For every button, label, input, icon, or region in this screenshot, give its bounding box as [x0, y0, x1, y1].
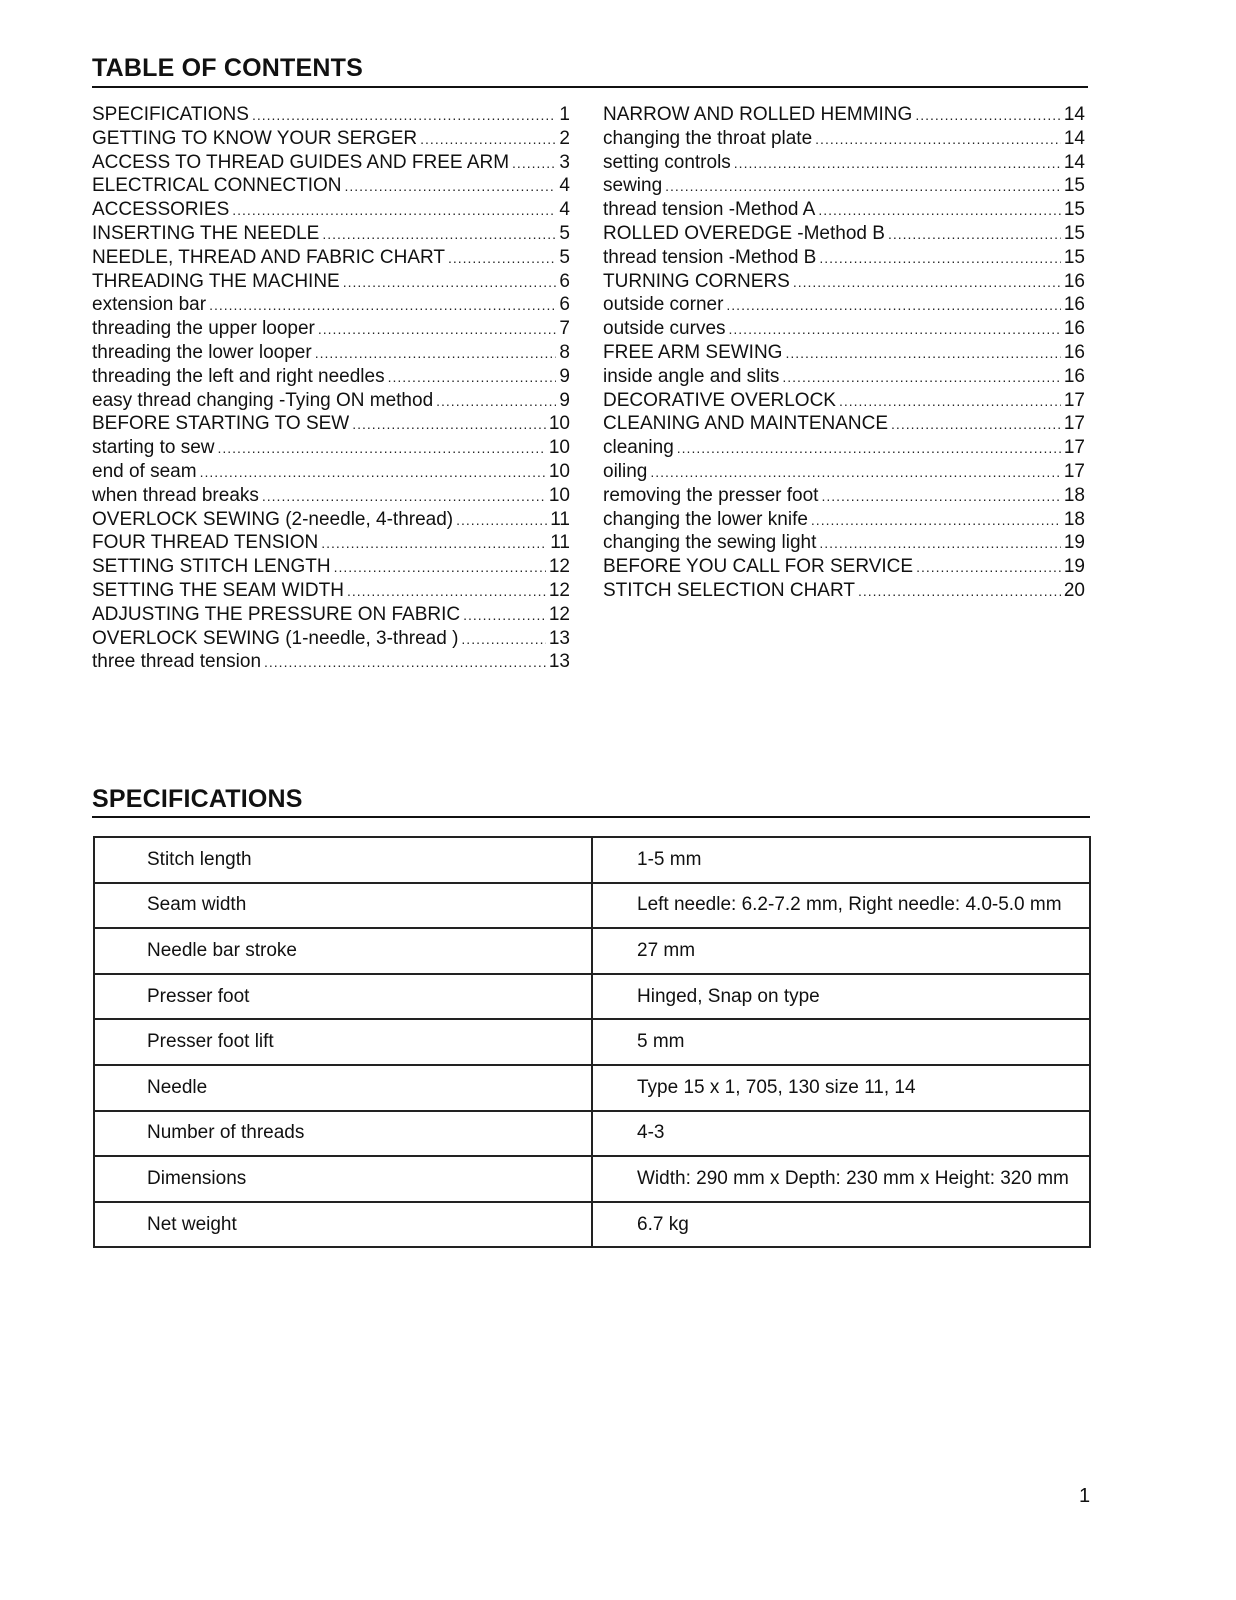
toc-dot-leader	[888, 222, 1061, 247]
toc-dot-leader	[811, 508, 1061, 533]
toc-entry-title: ADJUSTING THE PRESSURE ON FABRIC	[92, 603, 461, 625]
toc-entry-page: 12	[548, 556, 570, 578]
toc-entry-title: threading the upper looper	[92, 318, 315, 340]
toc-entry	[92, 627, 570, 651]
toc-entry-page: 10	[548, 484, 570, 506]
toc-entry-page: 17	[1063, 437, 1085, 459]
toc-entry-page: 15	[1063, 246, 1085, 268]
toc-dot-leader	[815, 127, 1061, 152]
toc-entry-title: BEFORE STARTING TO SEW	[92, 413, 350, 435]
toc-entry-page: 15	[1063, 199, 1085, 221]
toc-entry-title: INSERTING THE NEEDLE	[92, 222, 320, 244]
toc-dot-leader	[915, 103, 1061, 128]
toc-dot-leader	[726, 293, 1060, 318]
toc-dot-leader	[463, 603, 546, 628]
toc-entry	[92, 531, 570, 555]
toc-dot-leader	[264, 650, 546, 675]
toc-left-column	[92, 103, 570, 674]
toc-entry-title: DECORATIVE OVERLOCK	[603, 389, 836, 411]
toc-entry-page: 12	[548, 579, 570, 601]
toc-entry-page: 16	[1063, 294, 1085, 316]
toc-entry	[603, 127, 1085, 151]
spec-value: Left needle: 6.2-7.2 mm, Right needle: 4.0-5.0 mm	[592, 883, 1090, 929]
toc-entry-page: 16	[1063, 318, 1085, 340]
spec-label: Needle	[94, 1065, 592, 1111]
toc-entry	[603, 103, 1085, 127]
spec-value: 1-5 mm	[592, 837, 1090, 883]
spec-row	[94, 1202, 1090, 1248]
toc-entry-title: OVERLOCK SEWING (2-needle, 4-thread)	[92, 508, 454, 530]
toc-entry-page: 11	[550, 532, 570, 554]
toc-entry-page: 16	[1063, 365, 1085, 387]
toc-entry	[92, 151, 570, 175]
toc-entry-page: 4	[559, 199, 570, 221]
toc-entry	[603, 436, 1085, 460]
toc-entry-page: 18	[1063, 484, 1085, 506]
toc-entry-title: threading the left and right needles	[92, 365, 385, 387]
toc-entry-page: 4	[559, 175, 570, 197]
toc-entry-title: three thread tension	[92, 651, 262, 673]
toc-entry-title: FOUR THREAD TENSION	[92, 532, 319, 554]
toc-entry	[92, 460, 570, 484]
specifications-heading: SPECIFICATIONS	[92, 785, 303, 813]
toc-entry-title: STITCH SELECTION CHART	[603, 579, 855, 601]
toc-dot-leader	[200, 460, 546, 485]
toc-entry	[92, 174, 570, 198]
toc-dot-leader	[793, 270, 1061, 295]
toc-entry	[92, 389, 570, 413]
toc-entry-title: ROLLED OVEREDGE -Method B	[603, 222, 885, 244]
toc-entry-title: FREE ARM SEWING	[603, 341, 783, 363]
toc-entry	[92, 293, 570, 317]
toc-dot-leader	[334, 555, 546, 580]
toc-entry	[92, 412, 570, 436]
toc-entry	[603, 555, 1085, 579]
toc-dot-leader	[839, 389, 1061, 414]
toc-entry-page: 15	[1063, 175, 1085, 197]
spec-value: Hinged, Snap on type	[592, 974, 1090, 1020]
toc-entry	[92, 317, 570, 341]
spec-row	[94, 1065, 1090, 1111]
toc-dot-leader	[322, 222, 556, 247]
toc-entry-title: CLEANING AND MAINTENANCE	[603, 413, 889, 435]
spec-label: Dimensions	[94, 1156, 592, 1202]
toc-entry	[603, 151, 1085, 175]
toc-entry-page: 1	[559, 104, 570, 125]
toc-entry-title: when thread breaks	[92, 484, 259, 506]
toc-entry-page: 10	[548, 460, 570, 482]
toc-entry-page: 16	[1063, 341, 1085, 363]
toc-entry-page: 20	[1063, 579, 1085, 601]
toc-entry	[603, 174, 1085, 198]
toc-entry	[92, 103, 570, 127]
toc-entry-title: SPECIFICATIONS	[92, 104, 249, 125]
toc-entry-page: 11	[550, 508, 570, 530]
toc-entry-page: 18	[1063, 508, 1085, 530]
spec-row	[94, 883, 1090, 929]
toc-entry-page: 17	[1063, 389, 1085, 411]
toc-entry-page: 14	[1063, 104, 1085, 125]
spec-row	[94, 928, 1090, 974]
spec-row	[94, 837, 1090, 883]
spec-value: 5 mm	[592, 1019, 1090, 1065]
toc-dot-leader	[461, 627, 545, 652]
toc-dot-leader	[456, 508, 547, 533]
toc-dot-leader	[734, 151, 1061, 176]
toc-dot-leader	[819, 246, 1061, 271]
toc-dot-leader	[252, 103, 556, 128]
toc-entry-title: SETTING STITCH LENGTH	[92, 556, 331, 578]
toc-entry-page: 8	[559, 341, 570, 363]
toc-entry	[603, 508, 1085, 532]
toc-dot-leader	[352, 412, 546, 437]
toc-entry-title: sewing	[603, 175, 663, 197]
toc-dot-leader	[388, 365, 557, 390]
page-number: 1	[1079, 1485, 1091, 1507]
toc-entry-title: setting controls	[603, 151, 731, 173]
toc-entry-title: inside angle and slits	[603, 365, 780, 387]
toc-dot-leader	[218, 436, 546, 461]
toc-entry	[92, 341, 570, 365]
toc-entry	[603, 246, 1085, 270]
toc-entry	[603, 531, 1085, 555]
toc-entry	[92, 246, 570, 270]
toc-entry-page: 17	[1063, 460, 1085, 482]
spec-label: Seam width	[94, 883, 592, 929]
toc-entry-page: 10	[548, 413, 570, 435]
toc-entry-page: 9	[559, 365, 570, 387]
toc-entry	[92, 127, 570, 151]
toc-entry-page: 6	[559, 270, 570, 292]
toc-right-column	[603, 103, 1085, 603]
toc-dot-leader	[448, 246, 556, 271]
toc-entry	[603, 293, 1085, 317]
toc-entry	[92, 650, 570, 674]
toc-dot-leader	[232, 198, 556, 223]
toc-entry-page: 5	[559, 246, 570, 268]
toc-entry-title: ACCESS TO THREAD GUIDES AND FREE ARM	[92, 151, 510, 173]
toc-entry-title: NARROW AND ROLLED HEMMING	[603, 104, 913, 125]
toc-dot-leader	[343, 270, 557, 295]
toc-dot-leader	[818, 198, 1061, 223]
toc-entry-title: changing the sewing light	[603, 532, 817, 554]
spec-label: Net weight	[94, 1202, 592, 1248]
toc-dot-leader	[420, 127, 556, 152]
toc-entry	[603, 579, 1085, 603]
spec-label: Needle bar stroke	[94, 928, 592, 974]
spec-row	[94, 1019, 1090, 1065]
toc-entry-page: 12	[548, 603, 570, 625]
toc-entry	[603, 317, 1085, 341]
toc-dot-leader	[209, 293, 556, 318]
toc-entry-page: 13	[548, 627, 570, 649]
toc-entry	[92, 198, 570, 222]
toc-entry	[603, 389, 1085, 413]
toc-dot-leader	[821, 484, 1060, 509]
toc-dot-leader	[665, 174, 1061, 199]
toc-entry	[603, 270, 1085, 294]
toc-dot-leader	[785, 341, 1060, 366]
toc-entry-title: easy thread changing -Tying ON method	[92, 389, 434, 411]
toc-entry-page: 2	[559, 127, 570, 149]
toc-entry	[92, 603, 570, 627]
toc-entry	[603, 198, 1085, 222]
toc-entry-page: 17	[1063, 413, 1085, 435]
toc-entry-title: THREADING THE MACHINE	[92, 270, 340, 292]
toc-entry-title: changing the lower knife	[603, 508, 808, 530]
toc-dot-leader	[729, 317, 1061, 342]
toc-entry	[92, 484, 570, 508]
toc-dot-leader	[891, 412, 1061, 437]
toc-entry-title: outside curves	[603, 318, 726, 340]
toc-entry-title: outside corner	[603, 294, 724, 316]
toc-entry-title: oiling	[603, 460, 648, 482]
toc-dot-leader	[819, 531, 1060, 556]
toc-entry	[92, 508, 570, 532]
toc-dot-leader	[916, 555, 1061, 580]
toc-dot-leader	[858, 579, 1061, 604]
spec-row	[94, 974, 1090, 1020]
toc-entry-page: 7	[559, 318, 570, 340]
toc-entry-page: 14	[1063, 127, 1085, 149]
spec-value: Width: 290 mm x Depth: 230 mm x Height: 320 mm	[592, 1156, 1090, 1202]
toc-dot-leader	[315, 341, 557, 366]
toc-dot-leader	[436, 389, 556, 414]
toc-entry-title: GETTING TO KNOW YOUR SERGER	[92, 127, 418, 149]
toc-dot-leader	[347, 579, 546, 604]
toc-entry-title: threading the lower looper	[92, 341, 312, 363]
toc-entry-title: SETTING THE SEAM WIDTH	[92, 579, 344, 601]
toc-entry-page: 15	[1063, 222, 1085, 244]
toc-entry-page: 6	[559, 294, 570, 316]
toc-entry-title: end of seam	[92, 460, 197, 482]
toc-heading-rule	[92, 86, 1088, 88]
toc-dot-leader	[650, 460, 1060, 485]
toc-entry-title: changing the throat plate	[603, 127, 813, 149]
toc-entry-page: 5	[559, 222, 570, 244]
toc-entry-title: BEFORE YOU CALL FOR SERVICE	[603, 556, 914, 578]
toc-entry	[603, 460, 1085, 484]
toc-entry	[603, 412, 1085, 436]
spec-row	[94, 1156, 1090, 1202]
toc-dot-leader	[512, 151, 556, 176]
toc-dot-leader	[677, 436, 1061, 461]
toc-entry	[92, 365, 570, 389]
toc-entry	[92, 436, 570, 460]
spec-label: Stitch length	[94, 837, 592, 883]
spec-label: Number of threads	[94, 1111, 592, 1157]
toc-entry	[92, 579, 570, 603]
toc-entry	[92, 270, 570, 294]
toc-dot-leader	[262, 484, 546, 509]
toc-entry-title: OVERLOCK SEWING (1-needle, 3-thread )	[92, 627, 459, 649]
toc-dot-leader	[321, 531, 547, 556]
toc-entry	[92, 222, 570, 246]
toc-entry-title: ELECTRICAL CONNECTION	[92, 175, 342, 197]
toc-entry-title: extension bar	[92, 294, 207, 316]
spec-label: Presser foot	[94, 974, 592, 1020]
toc-entry-page: 3	[559, 151, 570, 173]
toc-entry	[603, 365, 1085, 389]
toc-entry	[603, 484, 1085, 508]
toc-entry-title: thread tension -Method A	[603, 199, 816, 221]
toc-entry-page: 19	[1063, 556, 1085, 578]
spec-value: 6.7 kg	[592, 1202, 1090, 1248]
toc-entry-title: thread tension -Method B	[603, 246, 817, 268]
toc-dot-leader	[782, 365, 1060, 390]
toc-entry-page: 16	[1063, 270, 1085, 292]
specifications-heading-rule	[92, 816, 1090, 818]
toc-entry-title: cleaning	[603, 437, 674, 459]
toc-entry	[603, 222, 1085, 246]
toc-entry-page: 14	[1063, 151, 1085, 173]
spec-value: Type 15 x 1, 705, 130 size 11, 14	[592, 1065, 1090, 1111]
spec-row	[94, 1111, 1090, 1157]
toc-heading: TABLE OF CONTENTS	[92, 54, 363, 82]
toc-entry-page: 10	[548, 437, 570, 459]
toc-entry-title: starting to sew	[92, 437, 215, 459]
toc-entry-page: 19	[1063, 532, 1085, 554]
toc-entry-title: TURNING CORNERS	[603, 270, 790, 292]
toc-entry	[92, 555, 570, 579]
toc-entry-page: 9	[559, 389, 570, 411]
toc-dot-leader	[318, 317, 557, 342]
specifications-table	[93, 836, 1091, 1248]
toc-dot-leader	[345, 174, 557, 199]
toc-entry-page: 13	[548, 651, 570, 673]
spec-value: 4-3	[592, 1111, 1090, 1157]
toc-entry-title: NEEDLE, THREAD AND FABRIC CHART	[92, 246, 445, 268]
toc-entry	[603, 341, 1085, 365]
spec-value: 27 mm	[592, 928, 1090, 974]
spec-label: Presser foot lift	[94, 1019, 592, 1065]
toc-entry-title: ACCESSORIES	[92, 199, 230, 221]
toc-entry-title: removing the presser foot	[603, 484, 819, 506]
